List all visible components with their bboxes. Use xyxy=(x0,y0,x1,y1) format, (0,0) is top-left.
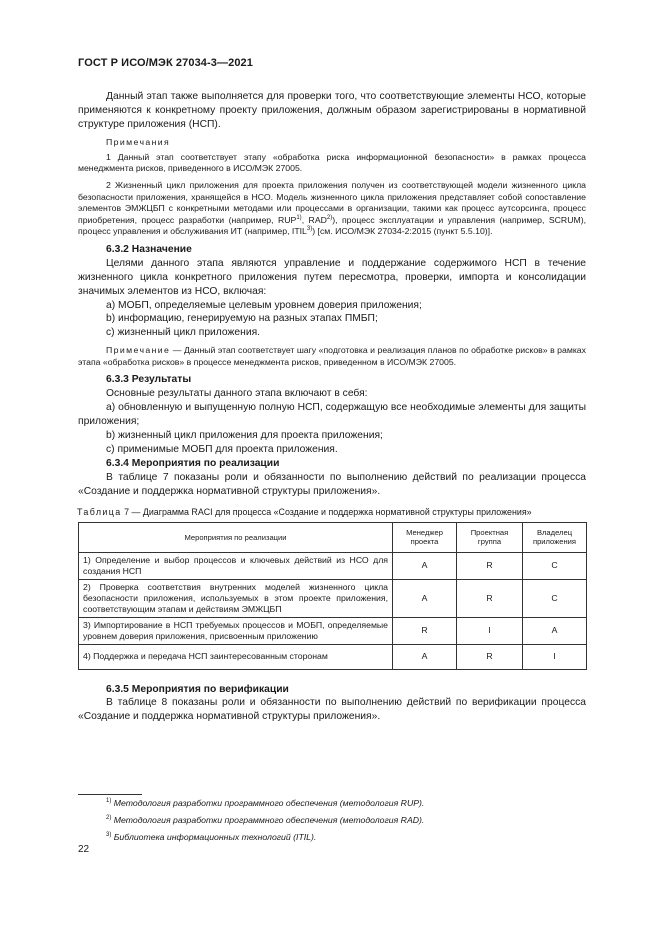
note-2-text-a: 2 Жизненный цикл приложения для проекта приложения получен из соответствующей модели жизненного цикла безопасности приложения, хранящейся в НСО. Модель жизненного цикла приложения представляет собой сопоставление элементов ЭМЖЦБП с конкретными методами или процессами в организации, такими как процесс аутсорсинга, процесс приобретения, процесс разработки (например, RUP xyxy=(78,179,586,225)
note-text: — Данный этап соответствует шагу «подготовка и реализация планов по обработке рисков» в рамках этапа «обработка рисков» в процессе менеджмента рисков, приведенном в ИСО/МЭК 27005. xyxy=(78,345,586,367)
section-6-3-5-paragraph: В таблице 8 показаны роли и обязанности по выполнению действий по верификации процесса «Создание и поддержка нормативной структуры приложения». xyxy=(78,697,586,723)
section-6-3-4-paragraph: В таблице 7 показаны роли и обязанности по выполнению действий по реализации процесса «Создание и поддержка нормативной структуры приложения». xyxy=(78,471,586,497)
column-header: Мероприятия по реализации xyxy=(79,522,393,552)
note-1: 1 Данный этап соответствует этапу «обработка риска информационной безопасности» в рамках процесса менеджмента рисков, приведенного в ИСО/МЭК 27005. xyxy=(78,151,586,174)
role-cell: A xyxy=(523,617,587,644)
role-cell: C xyxy=(523,552,587,579)
list-item: b) информацию, генерируемую на разных этапах ПМБП; xyxy=(106,313,378,325)
role-cell: A xyxy=(393,579,457,617)
intro-paragraph: Данный этап также выполняется для проверки того, что соответствующие элементы НСО, которые применяются к конкретному проекту приложения, должным образом зарегистрированы в нормативной структуре приложения (НСП). xyxy=(78,91,586,130)
footnote xyxy=(106,814,586,826)
section-heading-6-3-5: 6.3.5 Мероприятия по верификации xyxy=(106,683,289,695)
role-cell: R xyxy=(393,617,457,644)
role-cell: I xyxy=(523,644,587,669)
role-cell: C xyxy=(523,579,587,617)
section-heading-6-3-3: 6.3.3 Результаты xyxy=(106,374,192,386)
footnote-text: Методология разработки программного обеспечения (методология RAD). xyxy=(113,815,425,825)
list-item: b) жизненный цикл приложения для проекта приложения; xyxy=(106,430,383,442)
page-number: 22 xyxy=(78,844,90,855)
activity-cell: 4) Поддержка и передача НСП заинтересованным сторонам xyxy=(79,644,393,669)
table-header-row xyxy=(79,522,587,552)
list-item: a) обновленную и выпущенную полную НСП, содержащую все необходимые элементы для защиты приложения; xyxy=(78,402,586,428)
note-label: Примечание xyxy=(106,345,171,356)
footnote-divider xyxy=(78,794,142,795)
footnote-ref-2: 2) xyxy=(326,214,333,221)
table-caption-text: 7 — Диаграмма RACI для процесса «Создание и поддержка нормативной структуры приложения» xyxy=(121,506,532,517)
role-cell: R xyxy=(457,579,523,617)
footnote-ref-3: 3) xyxy=(306,226,313,233)
list-item: a) МОБП, определяемые целевым уровнем доверия приложения; xyxy=(106,299,422,311)
footnote-mark: 1) xyxy=(106,798,112,804)
footnote-text: Методология разработки программного обеспечения (методология RUP). xyxy=(113,798,425,808)
footnote xyxy=(106,797,586,809)
role-cell: A xyxy=(393,644,457,669)
table-caption xyxy=(77,507,586,517)
footnotes xyxy=(106,797,586,848)
role-cell: R xyxy=(457,552,523,579)
footnote-mark: 3) xyxy=(106,832,112,838)
activity-cell: 1) Определение и выбор процессов и ключевых действий из НСО для создания НСП xyxy=(79,552,393,579)
activity-cell: 2) Проверка соответствия внутренних моделей жизненного цикла безопасности приложения, используемых в этом проекте приложения, соответствующим этапам и действиям ЭМЖЦБП xyxy=(79,579,393,617)
footnote xyxy=(106,831,586,843)
note-2 xyxy=(78,180,586,238)
page-content xyxy=(78,90,586,724)
footnote-mark: 2) xyxy=(106,815,112,821)
role-cell: I xyxy=(457,617,523,644)
note-2-text-b: , RAD xyxy=(301,214,327,225)
column-header: Проектная группа xyxy=(457,522,523,552)
table-row xyxy=(79,644,587,669)
section-heading-6-3-2: 6.3.2 Назначение xyxy=(106,243,192,255)
section-6-3-3-paragraph: Основные результаты данного этапа включают в себя: xyxy=(106,388,368,400)
footnote-text: Библиотека информационных технологий (ITIL). xyxy=(113,832,317,842)
list-item: c) применимые МОБП для проекта приложения. xyxy=(106,443,338,455)
note-2-text-d: ) [см. ИСО/МЭК 27034-2:2015 (пункт 5.5.10)]. xyxy=(312,226,493,237)
notes-heading: Примечания xyxy=(106,136,171,147)
raci-table xyxy=(78,522,587,670)
section-6-3-2-paragraph: Целями данного этапа являются управление и поддержание содержимого НСП в течение жизненного цикла конкретного приложения путем пересмотра, проверки, импорта и консолидации значимых элементов из НСО, включая: xyxy=(78,257,586,297)
table-caption-label: Таблица xyxy=(77,506,122,517)
page-header: ГОСТ Р ИСО/МЭК 27034-3—2021 xyxy=(78,57,253,69)
role-cell: A xyxy=(393,552,457,579)
section-heading-6-3-4: 6.3.4 Мероприятия по реализации xyxy=(106,457,280,469)
column-header: Владелец приложения xyxy=(523,522,587,552)
table-row xyxy=(79,617,587,644)
table-row xyxy=(79,579,587,617)
footnote-ref-1: 1) xyxy=(296,214,302,221)
role-cell: R xyxy=(457,644,523,669)
table-row xyxy=(79,552,587,579)
activity-cell: 3) Импортирование в НСП требуемых процессов и МОБП, определяемые уровнем доверия приложения, присвоенным приложению xyxy=(79,617,393,644)
list-item: c) жизненный цикл приложения. xyxy=(106,327,261,339)
section-6-3-2-note xyxy=(78,345,586,368)
note-2-text-c: ), процесс эксплуатации и управления (например, SCRUM), процесс управления и обслуживания ИТ (например, ITIL xyxy=(78,214,587,237)
column-header: Менеджер проекта xyxy=(393,522,457,552)
